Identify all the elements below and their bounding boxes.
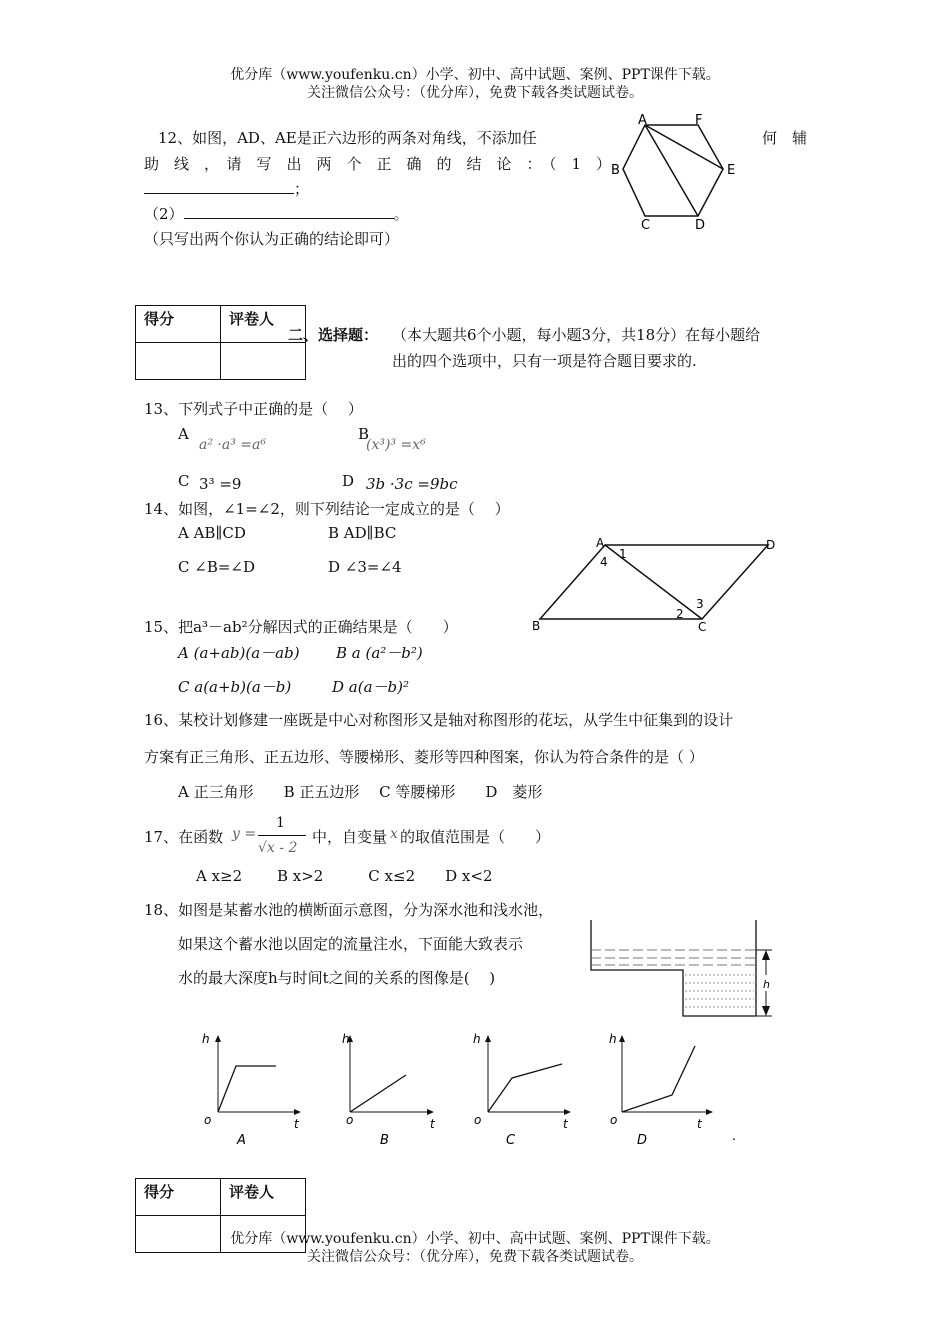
q13-option-C-letter: C [178, 472, 190, 490]
graph-A [202, 1032, 300, 1148]
graph-B-h: h [342, 1032, 350, 1046]
angle-2: 2 [676, 607, 684, 621]
score-header: 得分 [136, 306, 221, 343]
q18-graphs [190, 1028, 750, 1153]
graph-A-o: o [204, 1113, 212, 1127]
q18-line3: 水的最大深度h与时间t之间的关系的图像是( ) [178, 969, 496, 987]
graph-C-label: C [506, 1133, 516, 1148]
graph-C-curve [488, 1064, 562, 1112]
label-F: F [695, 113, 703, 128]
q12-note: （只写出两个你认为正确的结论即可） [144, 230, 400, 248]
q13-option-D-expr: 3b ·3c =9bc [366, 475, 458, 493]
graph-C [473, 1032, 570, 1148]
label-A: A [638, 113, 647, 128]
label-E: E [727, 163, 736, 178]
section-desc-2: 出的四个选项中，只有一项是符合题目要求的. [392, 352, 697, 370]
q15-option-A: A (a+ab)(a－ab) [178, 644, 300, 662]
q17-y: y = [232, 826, 257, 842]
q13-option-D-letter: D [342, 472, 355, 490]
graph-D-label: D [637, 1133, 648, 1148]
graph-D-curve [622, 1046, 695, 1112]
q17-denominator: √x - 2 [258, 840, 298, 856]
graph-A-t: t [294, 1117, 299, 1131]
q14-stem: 14、如图，∠1=∠2，则下列结论一定成立的是（ ） [144, 500, 510, 518]
arrow-up-icon [762, 950, 770, 960]
arrow-down-icon [762, 1006, 770, 1016]
label-C: C [698, 620, 707, 634]
header-line-1: 优分库（www.youfenku.cn）小学、初中、高中试题、案例、PPT课件下载。 [230, 67, 720, 83]
q13-option-A-expr: a² ·a³ =a⁶ [199, 437, 266, 453]
h-label: h [763, 978, 770, 991]
q16-options: A 正三角形 B 正五边形 C 等腰梯形 D 菱形 [178, 783, 543, 801]
label-C: C [641, 218, 651, 233]
q12-line1-tail: 何 辅 [762, 129, 808, 147]
q14-option-D: D ∠3=∠4 [328, 558, 402, 576]
q12-answer-1[interactable]: ； [144, 178, 309, 199]
diagonal-AD [645, 125, 698, 216]
parallelogram-figure [528, 532, 788, 637]
q14-option-C: C ∠B=∠D [178, 558, 255, 576]
q13-stem: 13、下列式子中正确的是（ ） [144, 400, 363, 418]
graph-B-label: B [380, 1133, 389, 1148]
q17-numerator: 1 [276, 815, 285, 831]
q13-option-A-letter: A [178, 425, 189, 443]
label-D: D [695, 218, 706, 233]
q15-stem: 15、把a³－ab²分解因式的正确结果是（ ） [144, 618, 458, 636]
q17-suffix: 的取值范围是（ ） [400, 828, 551, 846]
angle-1: 1 [619, 547, 627, 561]
graph-C-t: t [563, 1117, 568, 1131]
score-header: 得分 [136, 1179, 221, 1216]
graph-D-t: t [697, 1117, 702, 1131]
hexagon-figure [600, 108, 750, 233]
fraction-bar [258, 835, 306, 836]
graph-A-label: A [237, 1133, 246, 1148]
q15-option-D: D a(a－b)² [332, 678, 409, 696]
q16-line1: 16、某校计划修建一座既是中心对称图形又是轴对称图形的花坛，从学生中征集到的设计 [144, 711, 734, 729]
q12-line1: 12、如图，AD、AE是正六边形的两条对角线，不添加任 [158, 129, 537, 147]
graph-D-o: o [610, 1113, 618, 1127]
grader-cell[interactable] [221, 343, 306, 380]
label-D: D [766, 538, 776, 552]
q18-line1: 18、如图是某蓄水池的横断面示意图，分为深水池和浅水池， [144, 901, 554, 919]
score-cell[interactable] [136, 343, 221, 380]
graph-C-h: h [473, 1032, 481, 1046]
footer-line-2: 关注微信公众号：（优分库），免费下载各类试题试卷。 [307, 1249, 643, 1265]
graph-B-curve [350, 1075, 406, 1112]
q16-line2: 方案有正三角形、正五边形、等腰梯形、菱形等四种图案，你认为符合条件的是（ ） [144, 748, 704, 766]
graph-D [609, 1032, 736, 1148]
q13-option-C-expr: 3³ =9 [199, 475, 242, 493]
q17-options: A x≥2 B x>2 C x≤2 D x<2 [196, 867, 493, 885]
graph-B-t: t [430, 1117, 435, 1131]
graph-A-curve [218, 1066, 276, 1112]
hexagon-outline [623, 125, 723, 216]
q13-option-B-expr: (x³)³ =x⁶ [366, 437, 426, 453]
angle-3: 3 [696, 597, 704, 611]
q17-x: x [390, 826, 398, 842]
score-box [135, 305, 306, 380]
q13-option-B-letter: B [358, 425, 370, 443]
grader-header: 评卷人 [221, 1179, 306, 1216]
q15-option-B: B a (a²－b²) [336, 644, 423, 662]
pool-outline [591, 920, 756, 1016]
label-A: A [596, 536, 605, 550]
section-title: 二、选择题： [288, 326, 379, 344]
grader-header: 评卷人 [221, 306, 306, 343]
graph-C-o: o [474, 1113, 482, 1127]
q14-option-B: B AD∥BC [328, 524, 397, 542]
angle-4: 4 [600, 555, 608, 569]
q18-line2: 如果这个蓄水池以固定的流量注水，下面能大致表示 [178, 935, 524, 953]
graph-B [342, 1032, 436, 1148]
header-line-2: 关注微信公众号：（优分库），免费下载各类试题试卷。 [307, 85, 643, 101]
label-B: B [611, 163, 620, 178]
q15-option-C: C a(a+b)(a－b) [178, 678, 292, 696]
q17-prefix: 17、在函数 [144, 828, 224, 846]
q14-option-A: A AB∥CD [178, 524, 246, 542]
footer-line-1: 优分库（www.youfenku.cn）小学、初中、高中试题、案例、PPT课件下载。 [230, 1231, 720, 1247]
trailing-dot: . [732, 1129, 737, 1144]
pool-cross-section [588, 918, 788, 1020]
q17-mid: 中，自变量 [312, 828, 388, 846]
label-B: B [532, 619, 541, 633]
q12-answer-2[interactable]: （2） 。 [144, 205, 409, 223]
section-desc-1: （本大题共6个小题，每小题3分，共18分）在每小题给 [392, 326, 761, 344]
graph-B-o: o [346, 1113, 354, 1127]
graph-A-h: h [202, 1032, 210, 1046]
q12-line2: 助 线 ， 请 写 出 两 个 正 确 的 结 论 ： （ 1 ） [144, 155, 612, 173]
graph-D-h: h [609, 1032, 617, 1046]
